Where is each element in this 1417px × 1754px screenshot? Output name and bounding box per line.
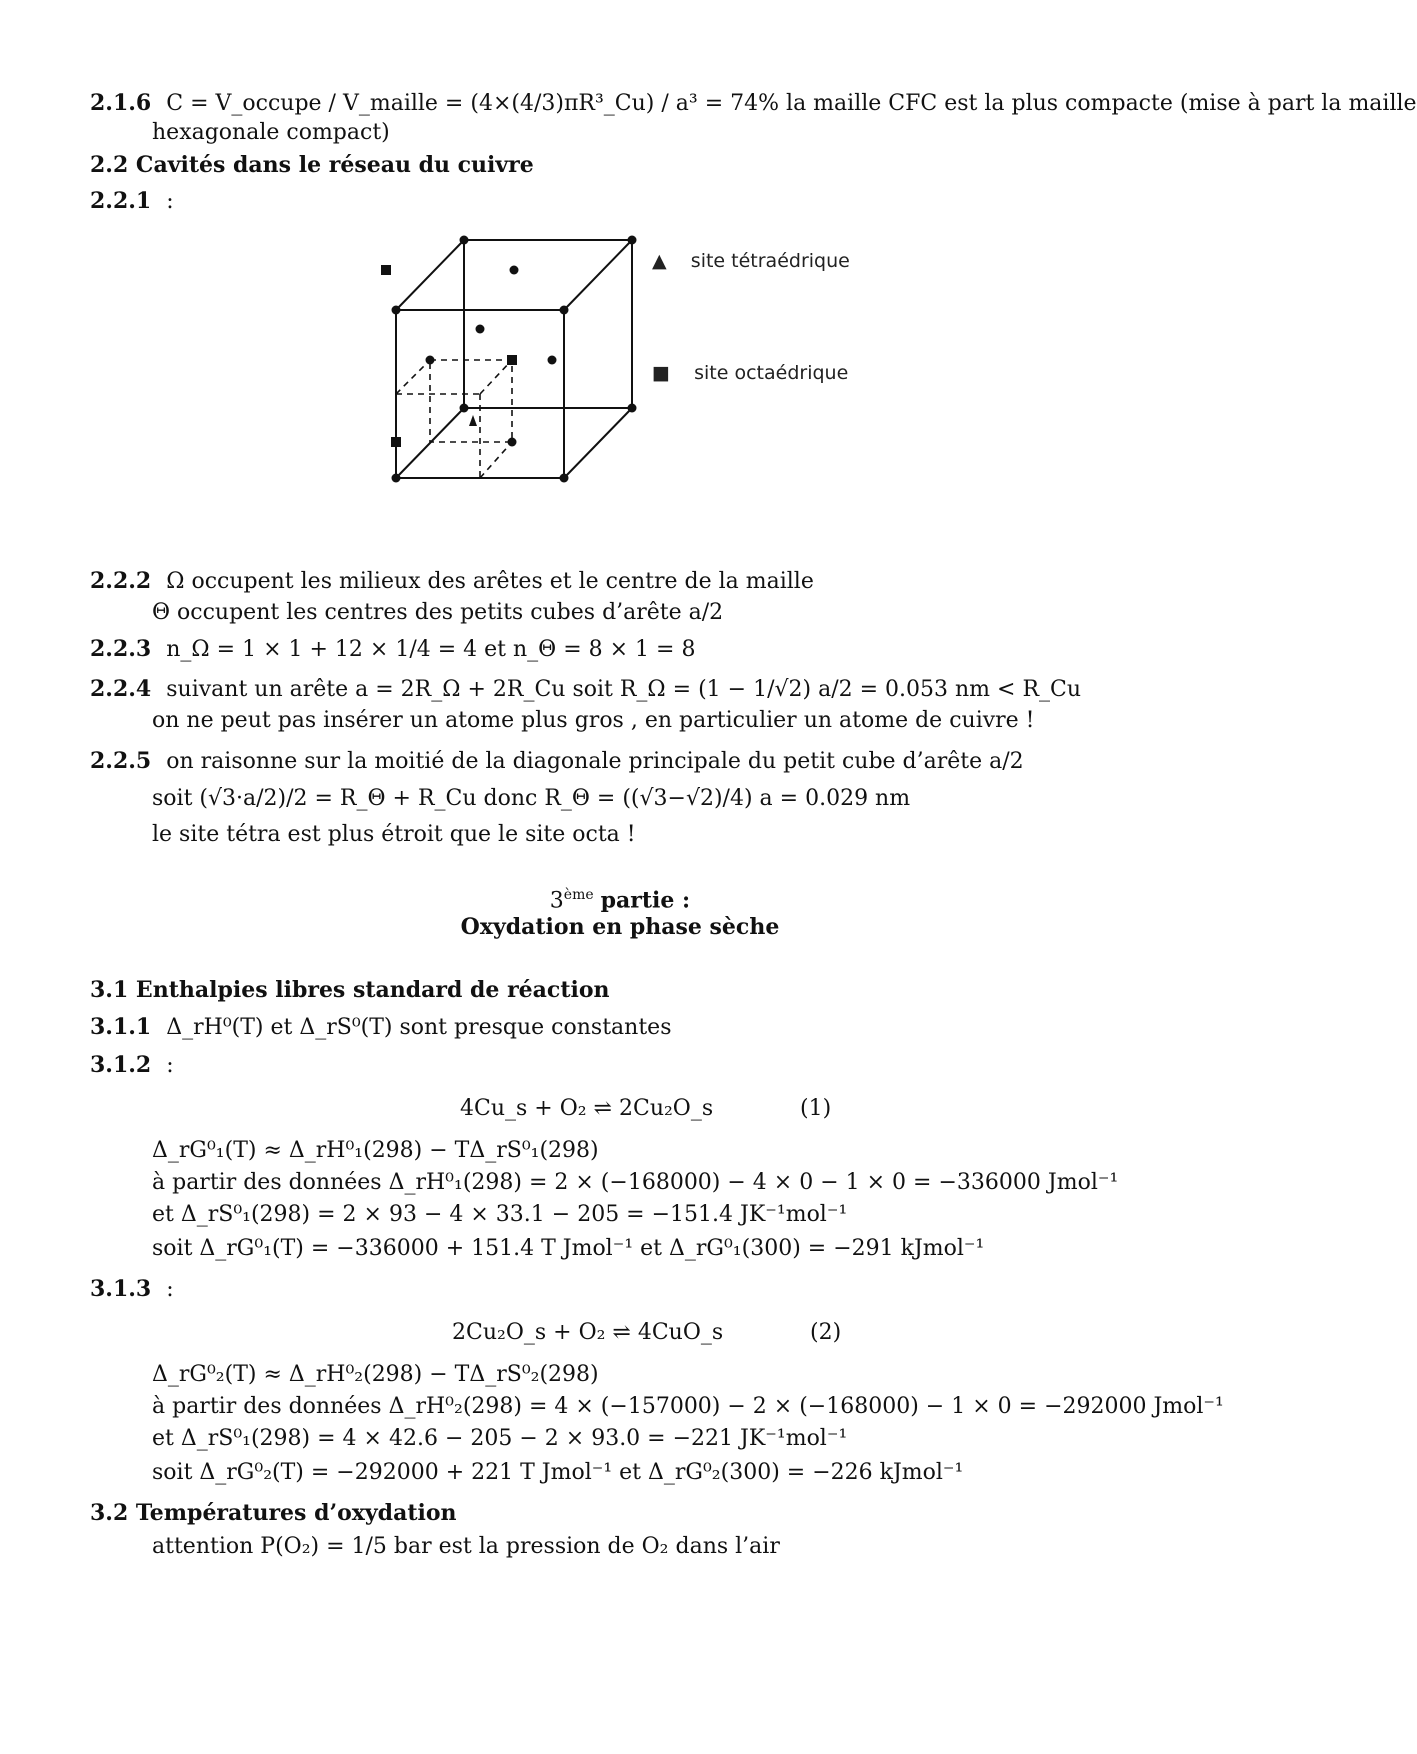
legend-tetrahedral [652, 250, 850, 272]
section-3-1-3 [90, 1274, 174, 1305]
section-colon: : [166, 1053, 174, 1078]
section-3-1-1 [90, 1012, 672, 1043]
section-number: 2.2.1 [90, 188, 152, 214]
cfc-cube-figure [380, 240, 940, 550]
part-ordinal-suffix: ème [563, 887, 594, 903]
section-heading-3-1: 3.1 Enthalpies libres standard de réaction [90, 977, 610, 1003]
section-number: 2.2.3 [90, 636, 152, 662]
section-heading-2-2: 2.2 Cavités dans le réseau du cuivre [90, 152, 534, 178]
s313-line1: Δ_rG⁰₂(T) ≈ Δ_rH⁰₂(298) − TΔ_rS⁰₂(298) [152, 1362, 599, 1387]
section-2-1-6 [90, 88, 1417, 119]
section-text: n_Ω = 1 × 1 + 12 × 1/4 = 4 et n_Θ = 8 × 1 = 8 [166, 637, 696, 662]
reaction-equation-2: 2Cu₂O_s + O₂ ⇌ 4CuO_s [452, 1320, 724, 1345]
section-colon: : [166, 1277, 174, 1302]
s312-line1: Δ_rG⁰₁(T) ≈ Δ_rH⁰₁(298) − TΔ_rS⁰₁(298) [152, 1138, 599, 1163]
section-2-2-2-line2: Θ occupent les centres des petits cubes d’arête a/2 [152, 600, 724, 625]
section-number: 2.2.2 [90, 568, 152, 594]
s312-line3: et Δ_rS⁰₁(298) = 2 × 93 − 4 × 33.1 − 205 = −151.4 JK⁻¹mol⁻¹ [152, 1202, 848, 1227]
cube-diagram [380, 240, 940, 550]
section-text: Ω occupent les milieux des arêtes et le centre de la maille [166, 569, 814, 594]
equation-number-2: (2) [810, 1320, 842, 1345]
section-2-2-5-line3: le site tétra est plus étroit que le site octa ! [152, 822, 636, 847]
section-2-1-6-cont: hexagonale compact) [152, 120, 390, 145]
section-number: 3.1.2 [90, 1052, 152, 1078]
part-subtitle: Oxydation en phase sèche [460, 914, 780, 940]
section-2-2-5 [90, 746, 1024, 777]
part-ordinal: 3 [549, 888, 564, 914]
section-number: 2.2.4 [90, 676, 152, 702]
triangle-icon: ▲ [652, 250, 667, 272]
square-icon: ■ [652, 362, 670, 384]
s313-line3: et Δ_rS⁰₁(298) = 4 × 42.6 − 205 − 2 × 93.0 = −221 JK⁻¹mol⁻¹ [152, 1426, 848, 1451]
legend-octahedral [652, 362, 848, 384]
section-text: suivant un arête a = 2R_Ω + 2R_Cu soit R_Ω = (1 − 1/√2) a/2 = 0.053 nm < R_Cu [166, 677, 1082, 702]
s312-line4: soit Δ_rG⁰₁(T) = −336000 + 151.4 T Jmol⁻¹ et Δ_rG⁰₁(300) = −291 kJmol⁻¹ [152, 1236, 985, 1261]
section-2-2-3 [90, 634, 695, 665]
legend-tetra-label: site tétraédrique [690, 250, 850, 272]
section-2-2-5-line2: soit (√3·a/2)/2 = R_Θ + R_Cu donc R_Θ = ((√3−√2)/4) a = 0.029 nm [152, 786, 911, 811]
legend-octa-label: site octaédrique [694, 362, 849, 384]
section-2-2-4 [90, 674, 1081, 705]
section-3-1-2 [90, 1050, 174, 1081]
part-label: partie : [600, 887, 691, 914]
section-text: Δ_rH⁰(T) et Δ_rS⁰(T) sont presque constantes [166, 1015, 672, 1040]
section-text: : [166, 189, 174, 214]
section-number: 2.1.6 [90, 90, 152, 116]
section-number: 2.2.5 [90, 748, 152, 774]
section-2-2-4-line2: on ne peut pas insérer un atome plus gros , en particulier un atome de cuivre ! [152, 708, 1035, 733]
s313-line2: à partir des données Δ_rH⁰₂(298) = 4 × (−157000) − 2 × (−168000) − 1 × 0 = −292000 Jmol⁻¹ [152, 1394, 1224, 1419]
part-heading [0, 880, 1240, 916]
section-text: on raisonne sur la moitié de la diagonale principale du petit cube d’arête a/2 [166, 749, 1024, 774]
section-3-2-text: attention P(O₂) = 1/5 bar est la pression de O₂ dans l’air [152, 1534, 780, 1559]
s312-line2: à partir des données Δ_rH⁰₁(298) = 2 × (−168000) − 4 × 0 − 1 × 0 = −336000 Jmol⁻¹ [152, 1170, 1119, 1195]
compactness-formula: C = V_occupe / V_maille = (4×(4/3)πR³_Cu) / a³ = 74% [166, 91, 780, 116]
s313-line4: soit Δ_rG⁰₂(T) = −292000 + 221 T Jmol⁻¹ et Δ_rG⁰₂(300) = −226 kJmol⁻¹ [152, 1460, 964, 1485]
section-2-2-2 [90, 566, 814, 597]
section-2-2-1 [90, 186, 174, 217]
equation-number-1: (1) [800, 1096, 832, 1121]
section-number: 3.1.1 [90, 1014, 152, 1040]
compactness-text: la maille CFC est la plus compacte (mise à part la maille [786, 91, 1417, 116]
section-number: 3.1.3 [90, 1276, 152, 1302]
reaction-equation-1: 4Cu_s + O₂ ⇌ 2Cu₂O_s [460, 1096, 714, 1121]
section-heading-3-2: 3.2 Températures d’oxydation [90, 1500, 457, 1526]
